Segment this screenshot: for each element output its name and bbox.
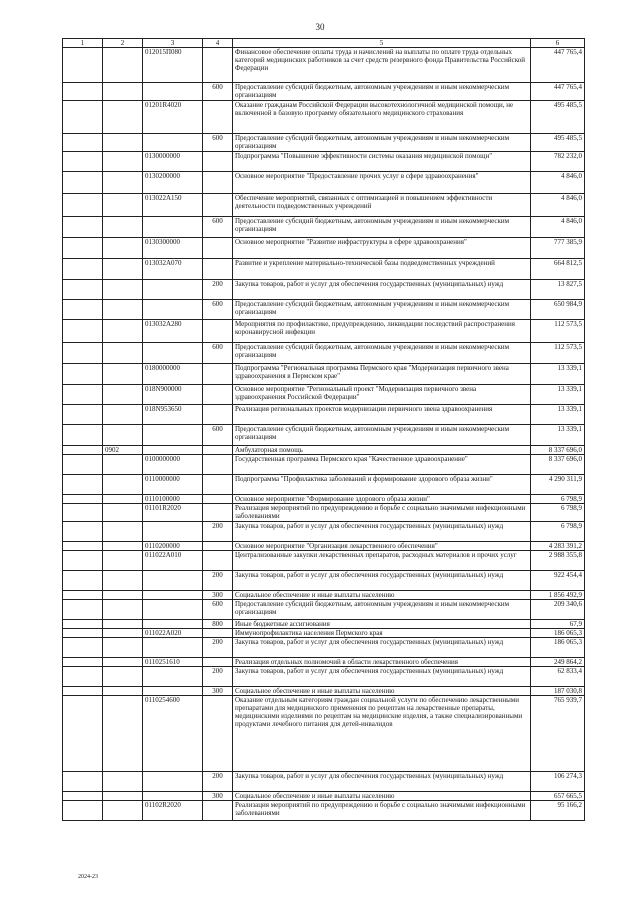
cell-description: Централизованные закупки лекарственных препаратов, расходных материалов и прочих услуг: [233, 551, 531, 571]
cell-subsection: [103, 687, 143, 696]
cell-amount: 112 573,5: [531, 343, 585, 364]
cell-section: [63, 217, 103, 238]
cell-target-article: 0110254600: [143, 696, 203, 772]
cell-subsection: [103, 801, 143, 821]
cell-target-article: [143, 638, 203, 658]
cell-description: Закупка товаров, работ и услуг для обеспечения государственных (муниципальных) нужд: [233, 667, 531, 687]
cell-section: [63, 425, 103, 446]
cell-target-article: 018N953650: [143, 405, 203, 425]
col-header-4: 4: [203, 39, 233, 48]
cell-description: Социальное обеспечение и иные выплаты населению: [233, 687, 531, 696]
cell-subsection: [103, 638, 143, 658]
cell-expense-type: 200: [203, 571, 233, 591]
table-row: [63, 300, 585, 320]
cell-section: [63, 320, 103, 343]
col-header-2: 2: [103, 39, 143, 48]
table-row: [63, 217, 585, 238]
cell-expense-type: 200: [203, 522, 233, 542]
table-row: [63, 551, 585, 571]
cell-section: [63, 455, 103, 475]
cell-description: Основное мероприятие "Предоставление прочих услуг в сфере здравоохранения": [233, 172, 531, 194]
table-row: [63, 101, 585, 134]
cell-amount: 67,9: [531, 620, 585, 629]
col-header-1: 1: [63, 39, 103, 48]
cell-subsection: [103, 48, 143, 83]
cell-expense-type: 300: [203, 792, 233, 801]
cell-subsection: [103, 320, 143, 343]
cell-expense-type: 300: [203, 591, 233, 600]
cell-description: Закупка товаров, работ и услуг для обеспечения государственных (муниципальных) нужд: [233, 638, 531, 658]
cell-subsection: [103, 172, 143, 194]
cell-expense-type: 200: [203, 667, 233, 687]
table-row: [63, 638, 585, 658]
cell-subsection: [103, 504, 143, 522]
cell-expense-type: [203, 658, 233, 667]
cell-section: [63, 364, 103, 385]
cell-description: Предоставление субсидий бюджетным, автономным учреждениям и иным некоммерческим организациям: [233, 217, 531, 238]
cell-amount: 447 765,4: [531, 48, 585, 83]
cell-subsection: [103, 542, 143, 551]
cell-expense-type: [203, 152, 233, 172]
cell-section: [63, 629, 103, 638]
cell-target-article: [143, 134, 203, 152]
table-row: [63, 772, 585, 792]
cell-description: Мероприятия по профилактике, предупреждению, ликвидации последствий распространения коронавирусной инфекции: [233, 320, 531, 343]
cell-expense-type: [203, 446, 233, 455]
cell-subsection: [103, 152, 143, 172]
cell-expense-type: [203, 259, 233, 280]
cell-amount: 186 065,3: [531, 629, 585, 638]
cell-description: Основное мероприятие "Организация лекарственного обеспечения": [233, 542, 531, 551]
cell-target-article: [143, 522, 203, 542]
cell-amount: 6 798,9: [531, 522, 585, 542]
cell-expense-type: [203, 629, 233, 638]
cell-description: Оказание гражданам Российской Федерации высокотехнологичной медицинской помощи, не включенной в базовую программу обязательного медицинского страхования: [233, 101, 531, 134]
cell-section: [63, 792, 103, 801]
cell-expense-type: 200: [203, 280, 233, 300]
cell-expense-type: 600: [203, 300, 233, 320]
cell-section: [63, 551, 103, 571]
cell-description: Подпрограмма "Повышение эффективности системы оказания медицинской помощи": [233, 152, 531, 172]
table-row: [63, 658, 585, 667]
cell-expense-type: [203, 101, 233, 134]
cell-subsection: [103, 629, 143, 638]
table-row: [63, 194, 585, 217]
cell-amount: 187 030,8: [531, 687, 585, 696]
cell-description: Предоставление субсидий бюджетным, автономным учреждениям и иным некоммерческим организациям: [233, 300, 531, 320]
cell-description: Подпрограмма "Профилактика заболеваний и формирование здорового образа жизни": [233, 475, 531, 495]
cell-target-article: [143, 571, 203, 591]
cell-description: Амбулаторная помощь: [233, 446, 531, 455]
cell-target-article: [143, 667, 203, 687]
cell-target-article: [143, 792, 203, 801]
cell-target-article: [143, 446, 203, 455]
cell-amount: 13 339,1: [531, 364, 585, 385]
table-row: [63, 620, 585, 629]
cell-description: Развитие и укрепление материально-технической базы подведомственных учреждений: [233, 259, 531, 280]
cell-target-article: [143, 620, 203, 629]
cell-amount: 6 798,9: [531, 495, 585, 504]
cell-expense-type: 600: [203, 83, 233, 101]
cell-expense-type: [203, 238, 233, 259]
col-header-6: 6: [531, 39, 585, 48]
table-row: [63, 83, 585, 101]
cell-amount: 8 337 696,0: [531, 455, 585, 475]
cell-subsection: [103, 259, 143, 280]
cell-target-article: 013022А150: [143, 194, 203, 217]
cell-amount: 4 846,0: [531, 194, 585, 217]
cell-target-article: 018N900000: [143, 385, 203, 405]
cell-amount: 13 339,1: [531, 425, 585, 446]
cell-expense-type: 600: [203, 600, 233, 620]
cell-amount: 650 984,9: [531, 300, 585, 320]
cell-target-article: 0110100000: [143, 495, 203, 504]
table-row: [63, 792, 585, 801]
cell-amount: 13 339,1: [531, 385, 585, 405]
cell-section: [63, 385, 103, 405]
cell-amount: 106 274,3: [531, 772, 585, 792]
cell-description: Закупка товаров, работ и услуг для обеспечения государственных (муниципальных) нужд: [233, 280, 531, 300]
cell-expense-type: [203, 405, 233, 425]
cell-amount: 4 290 311,9: [531, 475, 585, 495]
cell-amount: 249 864,2: [531, 658, 585, 667]
cell-amount: 95 166,2: [531, 801, 585, 821]
cell-description: Закупка товаров, работ и услуг для обеспечения государственных (муниципальных) нужд: [233, 772, 531, 792]
cell-description: Реализация мероприятий по предупреждению и борьбе с социально значимыми инфекционными заболеваниями: [233, 801, 531, 821]
header-row: [63, 39, 585, 48]
cell-section: [63, 194, 103, 217]
cell-amount: 112 573,5: [531, 320, 585, 343]
table-row: [63, 687, 585, 696]
cell-subsection: [103, 495, 143, 504]
cell-description: Социальное обеспечение и иные выплаты населению: [233, 792, 531, 801]
cell-expense-type: [203, 320, 233, 343]
cell-target-article: [143, 83, 203, 101]
cell-amount: 62 833,4: [531, 667, 585, 687]
table-row: [63, 600, 585, 620]
cell-section: [63, 591, 103, 600]
cell-description: Реализация региональных проектов модернизации первичного звена здравоохранения: [233, 405, 531, 425]
cell-expense-type: 200: [203, 772, 233, 792]
cell-target-article: [143, 217, 203, 238]
cell-target-article: [143, 280, 203, 300]
cell-target-article: 01102R2020: [143, 801, 203, 821]
cell-target-article: [143, 600, 203, 620]
table-row: [63, 405, 585, 425]
cell-target-article: [143, 772, 203, 792]
cell-description: Предоставление субсидий бюджетным, автономным учреждениям и иным некоммерческим организациям: [233, 600, 531, 620]
cell-subsection: [103, 551, 143, 571]
cell-subsection: [103, 385, 143, 405]
table-row: [63, 446, 585, 455]
cell-amount: 782 232,0: [531, 152, 585, 172]
cell-section: [63, 504, 103, 522]
table-row: [63, 425, 585, 446]
cell-amount: 657 665,5: [531, 792, 585, 801]
table-row: [63, 696, 585, 772]
table-row: [63, 495, 585, 504]
cell-description: Основное мероприятие "Развитие инфраструктуры в сфере здравоохранения": [233, 238, 531, 259]
table-row: [63, 801, 585, 821]
cell-expense-type: [203, 504, 233, 522]
cell-section: [63, 405, 103, 425]
cell-expense-type: 600: [203, 343, 233, 364]
cell-target-article: 0130300000: [143, 238, 203, 259]
cell-amount: 13 339,1: [531, 405, 585, 425]
cell-section: [63, 667, 103, 687]
cell-target-article: [143, 591, 203, 600]
table-row: [63, 667, 585, 687]
cell-subsection: [103, 591, 143, 600]
cell-target-article: [143, 425, 203, 446]
cell-expense-type: [203, 385, 233, 405]
cell-target-article: 0100000000: [143, 455, 203, 475]
cell-subsection: [103, 455, 143, 475]
cell-description: Финансовое обеспечение оплаты труда и начислений на выплаты по оплате труда отдельных категорий медицинских работников за счет средств резервного фонда Правительства Российской Федерации: [233, 48, 531, 83]
cell-section: [63, 259, 103, 280]
cell-target-article: [143, 687, 203, 696]
cell-description: Закупка товаров, работ и услуг для обеспечения государственных (муниципальных) нужд: [233, 571, 531, 591]
table-row: [63, 629, 585, 638]
cell-section: [63, 801, 103, 821]
cell-target-article: 0110200000: [143, 542, 203, 551]
cell-description: Оказание отдельным категориям граждан социальной услуги по обеспечению лекарственными препаратами для медицинского применения по рецептам на лекарственные препараты, медицинскими изделиями по рецептам на медицинские изделия, а также специализированными продуктами лечебного питания для детей-инвалидов: [233, 696, 531, 772]
cell-subsection: [103, 772, 143, 792]
cell-amount: 447 765,4: [531, 83, 585, 101]
cell-subsection: [103, 571, 143, 591]
cell-target-article: 0110000000: [143, 475, 203, 495]
cell-subsection: [103, 364, 143, 385]
cell-description: Предоставление субсидий бюджетным, автономным учреждениям и иным некоммерческим организациям: [233, 83, 531, 101]
cell-target-article: 0180000000: [143, 364, 203, 385]
cell-description: Государственная программа Пермского края "Качественное здравоохранение": [233, 455, 531, 475]
cell-section: [63, 475, 103, 495]
cell-expense-type: [203, 364, 233, 385]
cell-target-article: 012015П080: [143, 48, 203, 83]
cell-amount: 186 065,3: [531, 638, 585, 658]
cell-amount: 13 827,5: [531, 280, 585, 300]
cell-expense-type: [203, 542, 233, 551]
cell-target-article: 0130000000: [143, 152, 203, 172]
cell-amount: 495 485,5: [531, 101, 585, 134]
cell-target-article: 013032А280: [143, 320, 203, 343]
cell-description: Социальное обеспечение и иные выплаты населению: [233, 591, 531, 600]
cell-amount: 209 340,6: [531, 600, 585, 620]
table-row: [63, 571, 585, 591]
cell-expense-type: [203, 475, 233, 495]
cell-amount: 777 385,9: [531, 238, 585, 259]
table-row: [63, 152, 585, 172]
cell-description: Обеспечение мероприятий, связанных с оптимизацией и повышением эффективности деятельности подведомственных учреждений: [233, 194, 531, 217]
cell-subsection: [103, 134, 143, 152]
page-number: 30: [315, 22, 325, 32]
cell-amount: 1 856 492,9: [531, 591, 585, 600]
cell-description: Предоставление субсидий бюджетным, автономным учреждениям и иным некоммерческим организациям: [233, 425, 531, 446]
cell-amount: 664 812,5: [531, 259, 585, 280]
cell-expense-type: 600: [203, 134, 233, 152]
cell-section: [63, 152, 103, 172]
table-body: [63, 48, 585, 821]
cell-description: Предоставление субсидий бюджетным, автономным учреждениям и иным некоммерческим организациям: [233, 343, 531, 364]
cell-section: [63, 658, 103, 667]
cell-section: [63, 542, 103, 551]
cell-subsection: [103, 217, 143, 238]
cell-description: Реализация мероприятий по предупреждению и борьбе с социально значимыми инфекционными заболеваниями: [233, 504, 531, 522]
table-row: [63, 280, 585, 300]
cell-section: [63, 101, 103, 134]
cell-subsection: [103, 792, 143, 801]
cell-section: [63, 687, 103, 696]
cell-expense-type: 600: [203, 217, 233, 238]
cell-section: [63, 280, 103, 300]
table-row: [63, 542, 585, 551]
cell-target-article: 0110251610: [143, 658, 203, 667]
col-header-3: 3: [143, 39, 203, 48]
cell-description: Основное мероприятие "Формирование здорового образа жизни": [233, 495, 531, 504]
cell-target-article: 011022А010: [143, 551, 203, 571]
table-row: [63, 320, 585, 343]
cell-subsection: [103, 101, 143, 134]
cell-target-article: [143, 343, 203, 364]
cell-expense-type: [203, 696, 233, 772]
table-row: [63, 591, 585, 600]
cell-subsection: [103, 300, 143, 320]
cell-section: [63, 83, 103, 101]
cell-amount: 6 798,9: [531, 504, 585, 522]
cell-section: [63, 571, 103, 591]
table-row: [63, 522, 585, 542]
table-row: [63, 172, 585, 194]
cell-section: [63, 343, 103, 364]
table-row: [63, 48, 585, 83]
cell-description: Реализация отдельных полномочий в области лекарственного обеспечения: [233, 658, 531, 667]
cell-amount: 4 283 391,2: [531, 542, 585, 551]
table-row: [63, 455, 585, 475]
cell-expense-type: 800: [203, 620, 233, 629]
table-row: [63, 504, 585, 522]
cell-target-article: 011022А020: [143, 629, 203, 638]
cell-section: [63, 600, 103, 620]
budget-table: [62, 38, 585, 821]
cell-subsection: [103, 667, 143, 687]
cell-subsection: [103, 238, 143, 259]
cell-expense-type: [203, 495, 233, 504]
cell-target-article: 01101R2020: [143, 504, 203, 522]
cell-description: Закупка товаров, работ и услуг для обеспечения государственных (муниципальных) нужд: [233, 522, 531, 542]
cell-subsection: [103, 280, 143, 300]
cell-section: [63, 638, 103, 658]
cell-section: [63, 772, 103, 792]
cell-section: [63, 172, 103, 194]
cell-target-article: 013032А070: [143, 259, 203, 280]
cell-amount: 495 485,5: [531, 134, 585, 152]
cell-section: [63, 134, 103, 152]
cell-subsection: [103, 696, 143, 772]
cell-description: Подпрограмма "Региональная программа Пермского края "Модернизация первичного звена здравоохранения в Пермском крае": [233, 364, 531, 385]
cell-section: [63, 48, 103, 83]
cell-expense-type: 300: [203, 687, 233, 696]
cell-subsection: [103, 522, 143, 542]
cell-target-article: 01201R4020: [143, 101, 203, 134]
cell-subsection: [103, 475, 143, 495]
table-row: [63, 259, 585, 280]
table-row: [63, 343, 585, 364]
cell-section: [63, 696, 103, 772]
cell-section: [63, 300, 103, 320]
cell-expense-type: [203, 194, 233, 217]
cell-amount: 2 988 355,8: [531, 551, 585, 571]
cell-section: [63, 495, 103, 504]
cell-description: Иные бюджетные ассигнования: [233, 620, 531, 629]
table-row: [63, 364, 585, 385]
cell-section: [63, 620, 103, 629]
cell-expense-type: [203, 551, 233, 571]
cell-description: Основное мероприятие "Региональный проект "Модернизация первичного звена здравоохранения Российской Федерации": [233, 385, 531, 405]
cell-amount: 765 939,7: [531, 696, 585, 772]
table-row: [63, 238, 585, 259]
table-row: [63, 385, 585, 405]
cell-section: [63, 238, 103, 259]
cell-subsection: [103, 425, 143, 446]
table-row: [63, 475, 585, 495]
cell-amount: 922 454,4: [531, 571, 585, 591]
cell-expense-type: [203, 455, 233, 475]
cell-expense-type: 600: [203, 425, 233, 446]
table-row: [63, 134, 585, 152]
cell-subsection: [103, 600, 143, 620]
cell-expense-type: [203, 48, 233, 83]
cell-amount: 4 846,0: [531, 172, 585, 194]
cell-subsection: [103, 343, 143, 364]
cell-expense-type: 200: [203, 638, 233, 658]
cell-subsection: [103, 658, 143, 667]
cell-subsection: [103, 405, 143, 425]
cell-section: [63, 446, 103, 455]
cell-subsection: [103, 83, 143, 101]
cell-target-article: [143, 300, 203, 320]
cell-amount: 8 337 696,0: [531, 446, 585, 455]
cell-amount: 4 846,0: [531, 217, 585, 238]
cell-subsection: 0902: [103, 446, 143, 455]
cell-description: Предоставление субсидий бюджетным, автономным учреждениям и иным некоммерческим организациям: [233, 134, 531, 152]
cell-expense-type: [203, 801, 233, 821]
cell-target-article: 0130200000: [143, 172, 203, 194]
col-header-5: 5: [233, 39, 531, 48]
cell-subsection: [103, 620, 143, 629]
cell-description: Иммунопрофилактика населения Пермского края: [233, 629, 531, 638]
cell-expense-type: [203, 172, 233, 194]
cell-section: [63, 522, 103, 542]
footer-code: 2024-23: [78, 874, 98, 880]
cell-subsection: [103, 194, 143, 217]
